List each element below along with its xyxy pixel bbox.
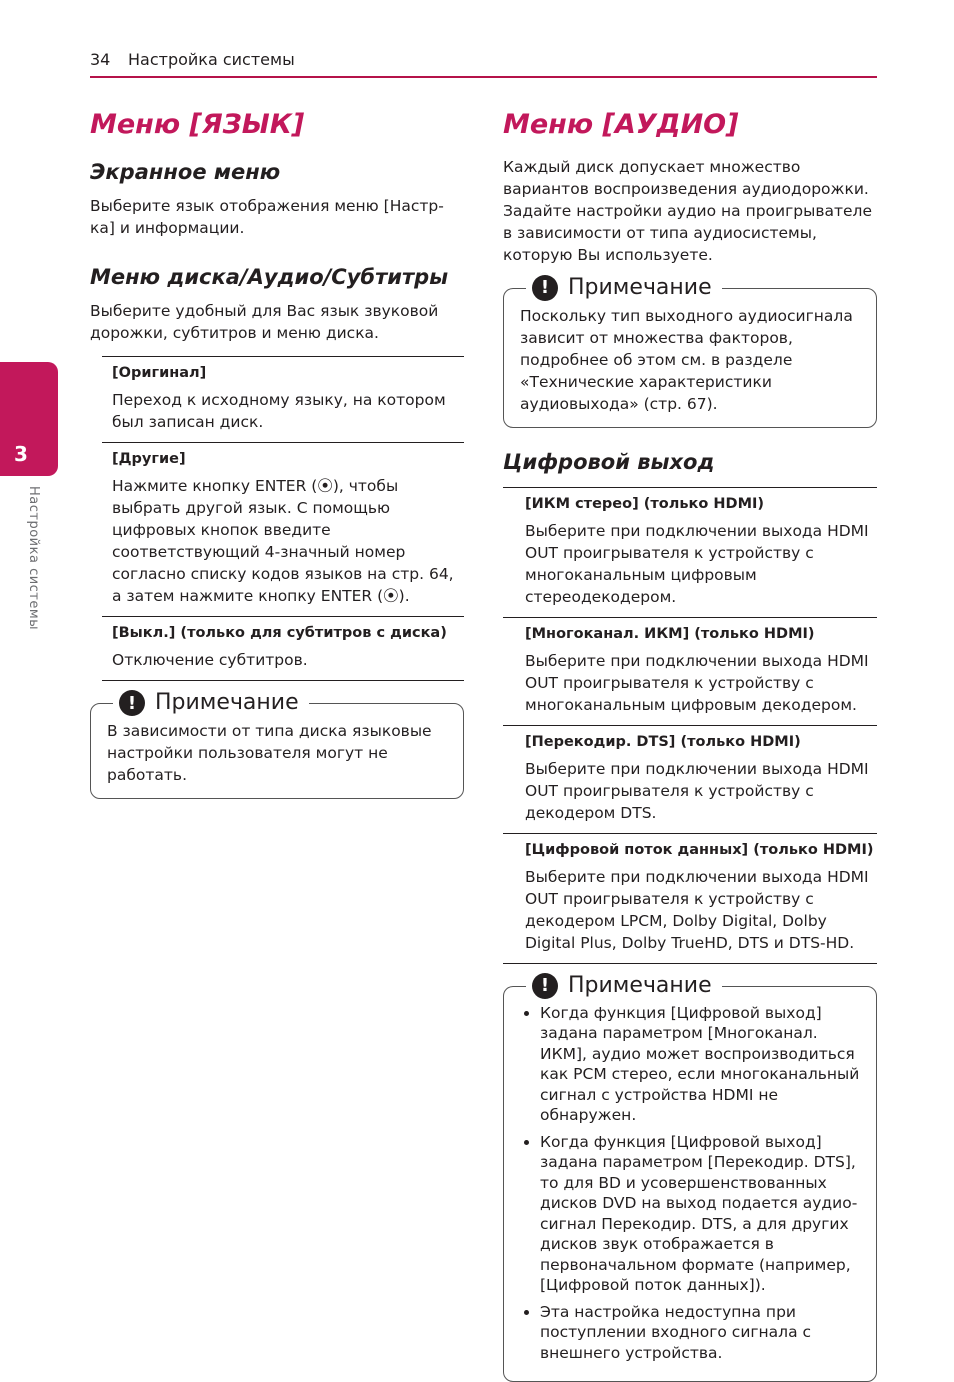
note-header bbox=[113, 690, 309, 716]
note-title: Примечание bbox=[155, 690, 299, 716]
disc-menu-text: Выберите удобный для Вас язык звуковой дорожки, субтитров и меню диска. bbox=[90, 302, 439, 343]
exclamation-icon: ! bbox=[119, 690, 145, 716]
note-list-item: • Эта настройка недоступна при поступлении входного сигнала с внешнего устройства. bbox=[540, 1302, 862, 1364]
option-dts-reencode bbox=[503, 726, 877, 834]
option-desc: Выберите при подключении выхода HDMI OUT проигрывателя к устройству с многоканальным цифровым стереодекодером. bbox=[525, 521, 869, 606]
left-column bbox=[90, 108, 464, 799]
exclamation-icon: ! bbox=[532, 275, 558, 301]
audio-note bbox=[503, 274, 877, 428]
disc-menu-heading: Меню диска/Аудио/Субтитры bbox=[90, 264, 449, 289]
option-off bbox=[102, 617, 464, 681]
note-title: Примечание bbox=[568, 274, 712, 300]
chapter-label: Настройка системы bbox=[26, 486, 41, 630]
option-title: [Выкл.] (только для субтитров с диска) bbox=[112, 625, 447, 642]
page-number: 34 bbox=[90, 50, 111, 69]
option-desc: Переход к исходному языку, на котором был записан диск. bbox=[112, 391, 446, 432]
option-title: [Перекодир. DTS] (только HDMI) bbox=[525, 733, 801, 750]
note-list bbox=[520, 1003, 862, 1364]
note-list-item: • Когда функция [Цифровой выход] задана параметром [Многоканал. ИКМ], аудио может воспроизводиться как PCM стерео, если многоканальный сигнал с устройства HDMI не обнаружен. bbox=[540, 1003, 862, 1126]
note-list-item: • Когда функция [Цифровой выход] задана параметром [Перекодир. DTS], то для BD и усовершенствованных дисков DVD на выход подается аудио-сигнал Перекодир. DTS, а для других дисков звук отображается в первоначальном формате (например, [Цифровой поток данных]). bbox=[540, 1132, 862, 1296]
language-menu-title: Меню [ЯЗЫК] bbox=[90, 109, 305, 140]
note-text: Поскольку тип выходного аудиосигнала зависит от множества факторов, подробнее об этом см. в разделе «Технические характеристики аудиовыхода» (стр. 67). bbox=[520, 306, 853, 413]
note-title: Примечание bbox=[568, 972, 712, 998]
option-title: [Другие] bbox=[112, 451, 186, 468]
note-text: В зависимости от типа диска языковые настройки пользователя могут не работать. bbox=[107, 722, 432, 785]
exclamation-icon: ! bbox=[532, 973, 558, 999]
note-header bbox=[526, 973, 722, 999]
section-title: Настройка системы bbox=[128, 50, 295, 69]
right-column bbox=[503, 108, 877, 1382]
audio-intro: Каждый диск допускает множество вариантов воспроизведения аудиодорожки. Задайте настройки аудио на проигрывателе в зависимости от типа аудиосистемы, которую Вы используете. bbox=[503, 157, 872, 264]
option-bitstream bbox=[503, 834, 877, 964]
option-desc: Отключение субтитров. bbox=[112, 651, 308, 670]
digital-out-heading: Цифровой выход bbox=[503, 449, 715, 474]
option-title: [Многоканал. ИКМ] (только HDMI) bbox=[525, 625, 815, 642]
option-original bbox=[102, 357, 464, 443]
note-header bbox=[526, 275, 722, 301]
option-title: [Цифровой поток данных] (только HDMI) bbox=[525, 841, 874, 858]
option-pcm-stereo bbox=[503, 488, 877, 618]
option-desc: Выберите при подключении выхода HDMI OUT проигрывателя к устройству с декодером LPCM, Dolby Digital, Dolby Digital Plus, Dolby TrueHD, DTS и DTS-HD. bbox=[525, 867, 869, 952]
option-other bbox=[102, 443, 464, 617]
digital-out-note bbox=[503, 972, 877, 1382]
chapter-tab bbox=[0, 362, 58, 476]
screen-menu-heading: Экранное меню bbox=[90, 159, 281, 184]
option-multichannel-pcm bbox=[503, 618, 877, 726]
option-desc: Выберите при подключении выхода HDMI OUT проигрывателя к устройству с декодером DTS. bbox=[525, 759, 869, 822]
chapter-number: 3 bbox=[14, 442, 28, 466]
screen-menu-text: Выберите язык отображения меню [Настр-ка] и информации. bbox=[90, 196, 444, 237]
option-title: [Оригинал] bbox=[112, 365, 207, 382]
audio-menu-title: Меню [АУДИО] bbox=[503, 109, 739, 140]
page-header bbox=[90, 48, 877, 78]
option-desc: Выберите при подключении выхода HDMI OUT проигрывателя к устройству с многоканальным цифровым декодером. bbox=[525, 651, 869, 714]
digital-out-options bbox=[503, 487, 877, 964]
disc-menu-options bbox=[102, 356, 464, 681]
language-note bbox=[90, 690, 464, 799]
option-title: [ИКМ стерео] (только HDMI) bbox=[525, 495, 765, 512]
option-desc: Нажмите кнопку ENTER (⦿), чтобы выбрать другой язык. С помощью цифровых кнопок введите соответствующий 4-значный номер согласно списку кодов языков на стр. 64, а затем нажмите кнопку ENTER (⦿). bbox=[112, 477, 454, 606]
